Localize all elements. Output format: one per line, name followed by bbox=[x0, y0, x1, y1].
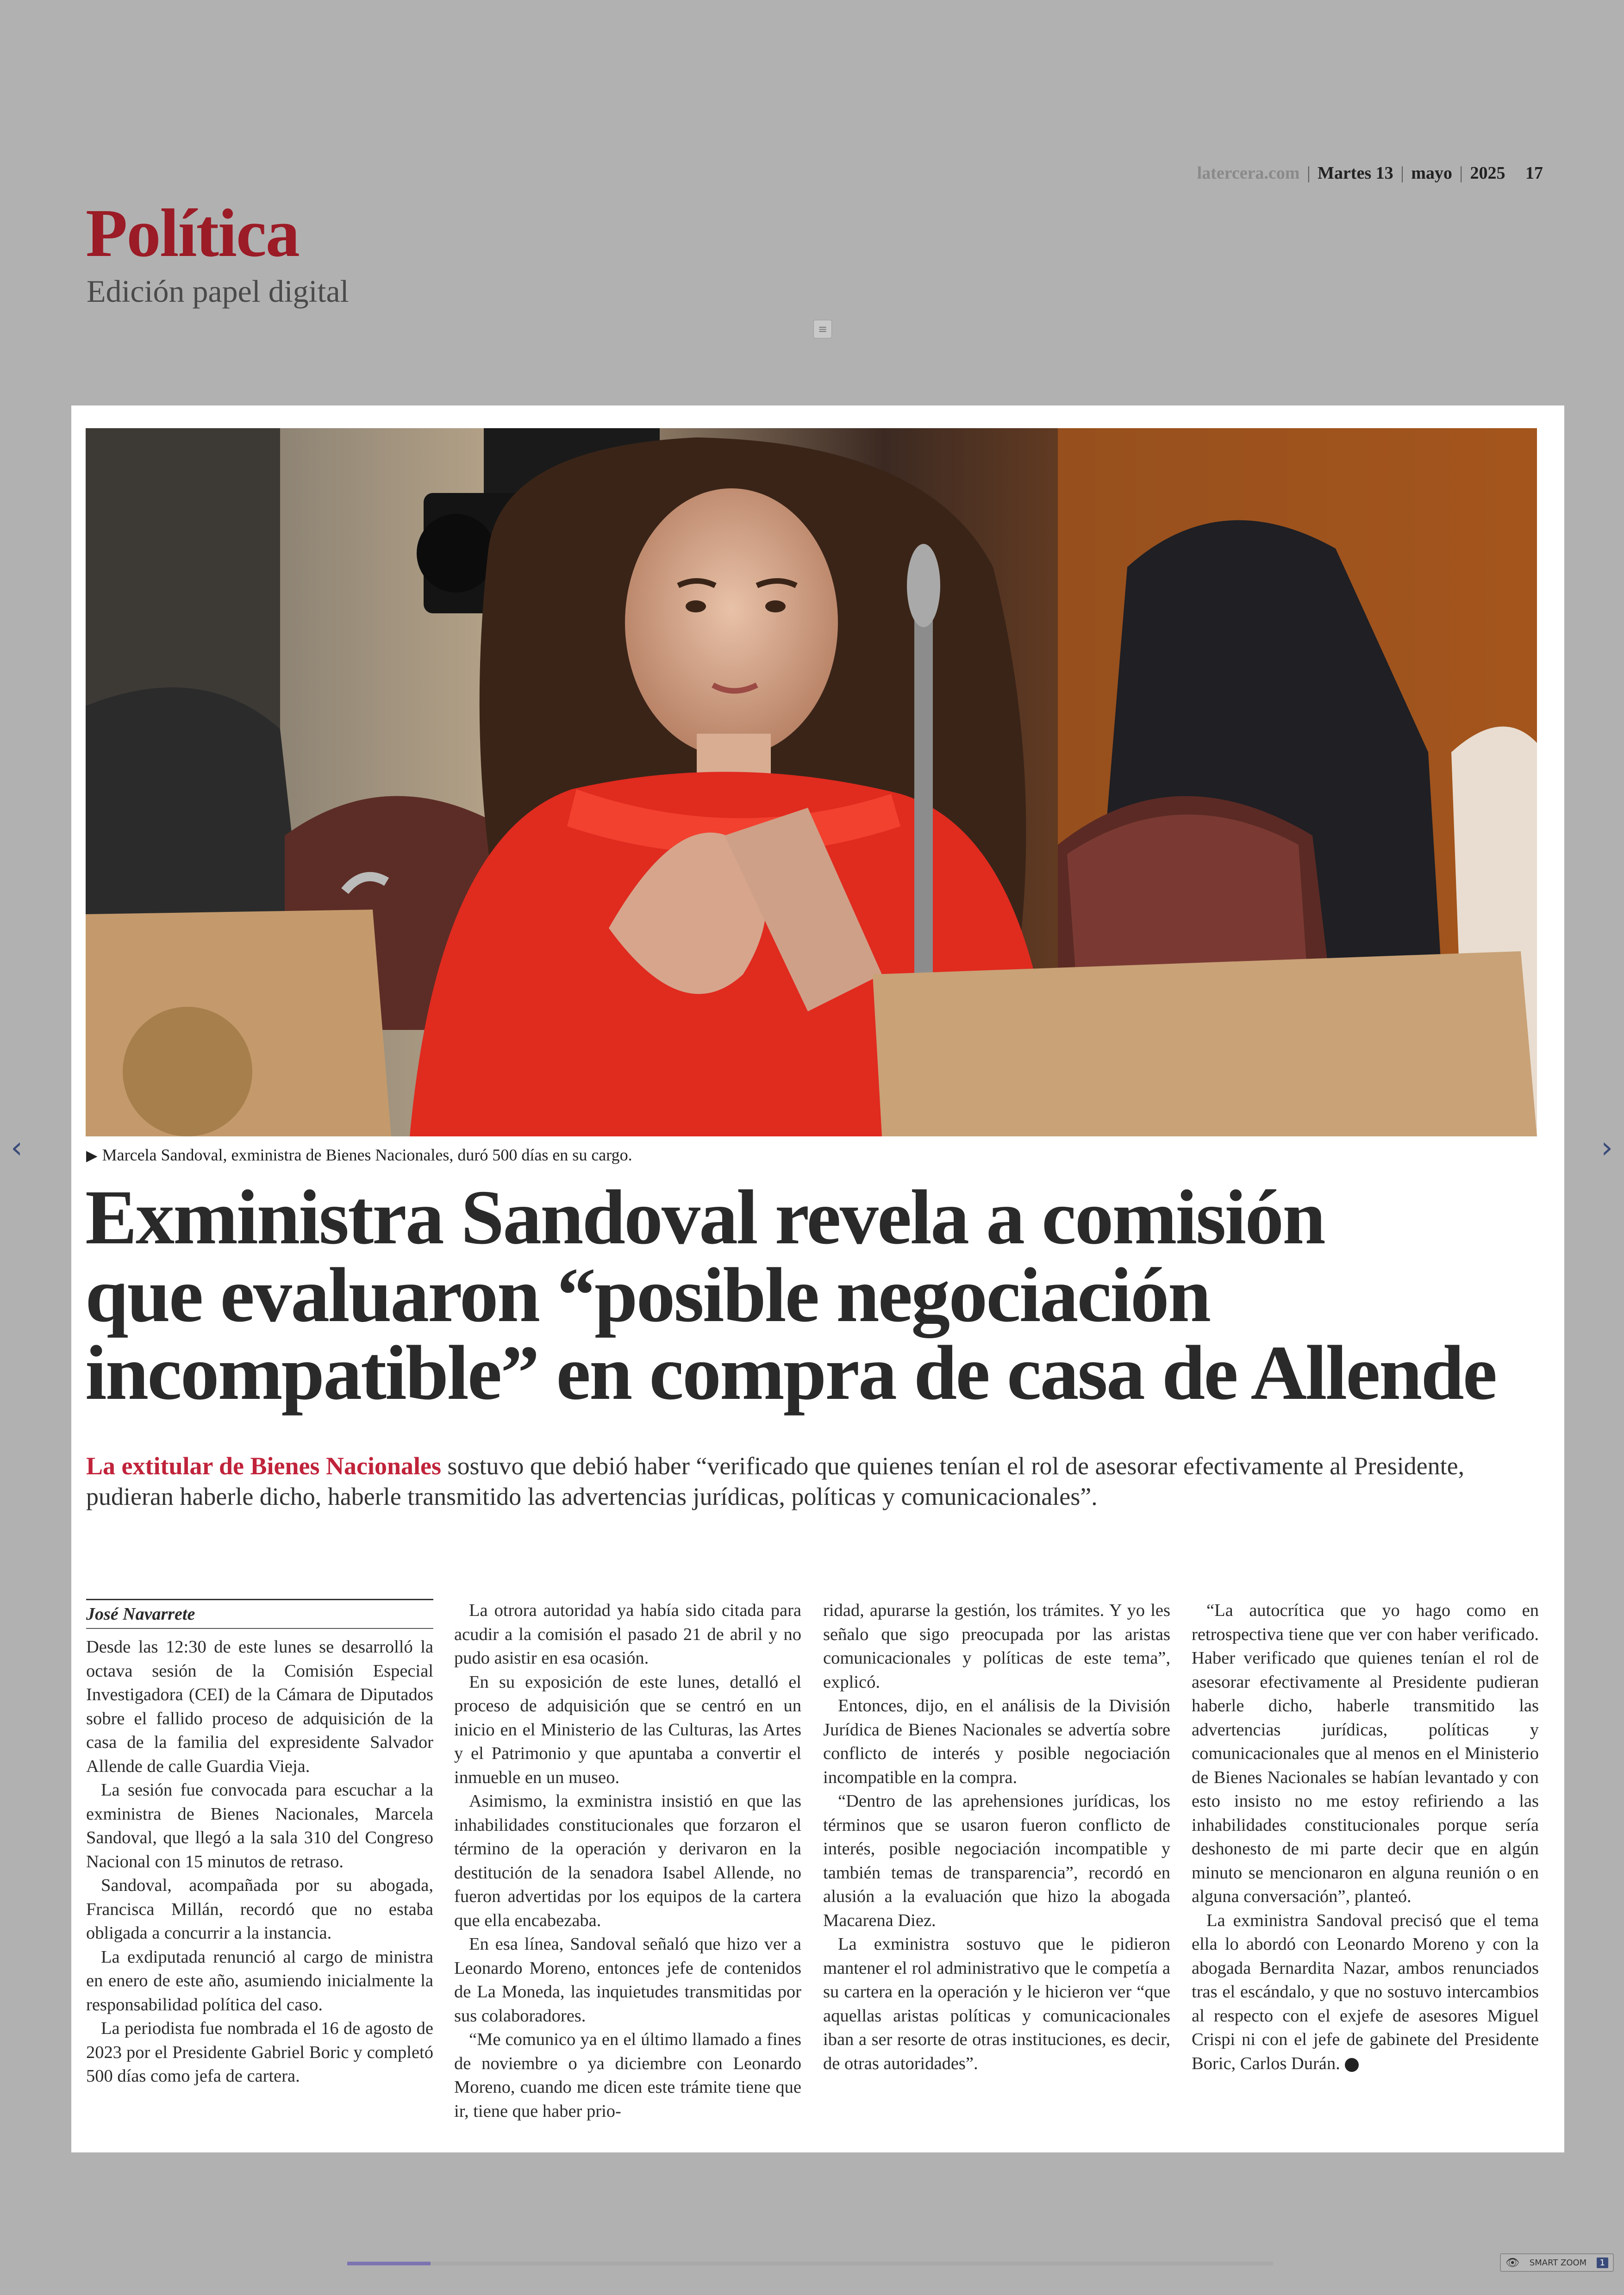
header-date-year: 2025 bbox=[1470, 163, 1505, 183]
body-paragraph: En esa línea, Sandoval señaló que hizo ver a Leonardo Moreno, entonces jefe de contenidos de La Moneda, las inquietudes transmitidas por sus colaboradores. bbox=[454, 1934, 801, 2026]
site-name: latercera.com bbox=[1197, 163, 1300, 183]
body-paragraph: Desde las 12:30 de este lunes se desarrolló la octava sesión de la Comisión Especial Investigadora (CEI) de la Cámara de Diputados sobre el fallido proceso de adquisición de la casa de la familia del expresidente Salvador Allende de calle Guardia Vieja. bbox=[86, 1637, 433, 1776]
body-paragraph: “La autocrítica que yo hago como en retrospectiva tiene que ver con haber verificado. Haber verificado que quienes tenían el rol de asesorar efectivamente al Presidente pudieran haberle dicho, haberle transmitido las advertencias jurídicas, políticas y comunicacionales que al menos en el Ministerio de Bienes Nacionales se habían levantado y con esto insisto no me estoy refiriendo a las inhabilidades constitucionales porque sería deshonesto de mi parte decir que en algún minuto se mencionaron en alguna reunión o en alguna conversación”, planteó. bbox=[1192, 1601, 1539, 1906]
caption-text: Marcela Sandoval, exministra de Bienes Nacionales, duró 500 días en su cargo. bbox=[102, 1146, 632, 1164]
article-body bbox=[86, 1599, 1539, 2121]
body-paragraph: ridad, apurarse la gestión, los trámites. Y yo les señalo que sigo preocupada por las aristas comunicacionales y políticas de este tema”, explicó. bbox=[823, 1601, 1170, 1692]
header-date-day: Martes 13 bbox=[1318, 163, 1393, 183]
body-paragraph: En su exposición de este lunes, detalló el proceso de adquisición que se centró en un inicio en el Ministerio de las Culturas, las Artes y el Patrimonio y que apuntaba a convertir el inmueble en un museo. bbox=[454, 1672, 801, 1787]
page-marker-icon[interactable]: ≡ bbox=[813, 320, 832, 338]
body-paragraph: La periodista fue nombrada el 16 de agosto de 2023 por el Presidente Gabriel Boric y completó 500 días como jefa de cartera. bbox=[86, 2019, 433, 2086]
header-separator: | bbox=[1459, 163, 1463, 183]
article-deck bbox=[86, 1451, 1530, 1512]
deck-lead: La extitular de Bienes Nacionales bbox=[86, 1452, 441, 1480]
body-paragraph-text: La exministra Sandoval precisó que el tema ella lo abordó con Leonardo Moreno y con la abogada Bernardita Nazar, ambos renunciados tras el escándalo, y que no sostuvo intercambios al respecto con el exjefe de asesores Miguel Crispi ni con el jefe de gabinete del Presidente Boric, Carlos Durán. bbox=[1192, 1910, 1539, 2073]
body-column-1 bbox=[86, 1599, 433, 2089]
body-column-4 bbox=[1192, 1599, 1539, 2076]
smart-zoom-button[interactable] bbox=[1500, 2253, 1614, 2272]
header-date-month: mayo bbox=[1411, 163, 1452, 183]
body-paragraph: Sandoval, acompañada por su abogada, Francisca Millán, recordó que no estaba obligada a concurrir a la instancia. bbox=[86, 1876, 433, 1943]
body-paragraph: La exdiputada renunció al cargo de ministra en enero de este año, asumiendo inicialmente la responsabilidad política del caso. bbox=[86, 1947, 433, 2014]
body-paragraph: Asimismo, la exministra insistió en que las inhabilidades constitucionales que forzaron el término de la operación y derivaron en la destitución de la senadora Isabel Allende, no fueron advertidas por los equipos de la cartera que ella encabezaba. bbox=[454, 1791, 801, 1930]
reading-progress-fill bbox=[347, 2262, 431, 2265]
body-column-2 bbox=[454, 1599, 801, 2123]
body-column-3 bbox=[823, 1599, 1170, 2076]
previous-page-button[interactable]: ‹ bbox=[11, 1131, 23, 1165]
body-paragraph: Entonces, dijo, en el análisis de la División Jurídica de Bienes Nacionales se advertía sobre conflicto de interés y posible negociación incompatible en la compra. bbox=[823, 1696, 1170, 1787]
reading-progress-bar[interactable] bbox=[347, 2262, 1273, 2265]
deck-text: sostuvo que debió haber “verificado que quienes tenían el rol de asesorar efectivamente al Presidente, pudieran haberle dicho, haberle transmitido las advertencias jurídicas, políticas y comunicacionales”. bbox=[86, 1452, 1465, 1510]
byline: José Navarrete bbox=[86, 1599, 433, 1629]
body-paragraph: La otrora autoridad ya había sido citada para acudir a la comisión el pasado 21 de abril y no pudo asistir en esa ocasión. bbox=[454, 1601, 801, 1668]
body-paragraph: “Dentro de las aprehensiones jurídicas, los términos que se usaron fueron conflicto de interés, posible negociación incompatible y también temas de transparencia”, recordó en alusión a la evaluación que hizo la abogada Macarena Diez. bbox=[823, 1791, 1170, 1930]
caption-triangle-icon: ▶ bbox=[86, 1147, 98, 1164]
eye-icon: 👁 bbox=[1505, 2256, 1520, 2269]
headline-line: Exministra Sandoval revela a comisión bbox=[85, 1174, 1324, 1260]
header-separator: | bbox=[1400, 163, 1404, 183]
smart-zoom-badge: 1 bbox=[1597, 2258, 1608, 2268]
edition-label: Edición papel digital bbox=[87, 274, 349, 309]
end-mark-icon bbox=[1345, 2058, 1359, 2072]
page-number: 17 bbox=[1525, 163, 1543, 183]
smart-zoom-label: SMART ZOOM bbox=[1529, 2258, 1587, 2268]
next-page-button[interactable]: › bbox=[1601, 1131, 1613, 1165]
headline-line: incompatible” en compra de casa de Allende bbox=[85, 1330, 1496, 1416]
section-title: Política bbox=[86, 195, 299, 271]
body-paragraph: La sesión fue convocada para escuchar a la exministra de Bienes Nacionales, Marcela Sandoval, que llegó a la sala 310 del Congreso Nacional con 15 minutos de retraso. bbox=[86, 1780, 433, 1871]
article-photo bbox=[86, 428, 1537, 1136]
body-paragraph bbox=[1192, 1909, 1539, 2076]
newspaper-page bbox=[71, 405, 1564, 2152]
photo-caption bbox=[86, 1145, 632, 1165]
body-paragraph: “Me comunico ya en el último llamado a fines de noviembre o ya diciembre con Leonardo Moreno, cuando me dicen este trámite tiene que ir, tiene que haber prio- bbox=[454, 2030, 801, 2121]
photo-illustration bbox=[86, 428, 1537, 1136]
headline-line: que evaluaron “posible negociación bbox=[85, 1252, 1210, 1338]
header-separator: | bbox=[1306, 163, 1311, 183]
body-paragraph: La exministra sostuvo que le pidieron mantener el rol administrativo que le competía a su cartera en la operación y le hicieron ver “que aquellas aristas políticas y comunicacionales iban a ser resorte de otras instituciones, es decir, de otras autoridades”. bbox=[823, 1934, 1170, 2073]
page-header bbox=[1197, 163, 1543, 183]
article-headline bbox=[85, 1174, 1548, 1416]
